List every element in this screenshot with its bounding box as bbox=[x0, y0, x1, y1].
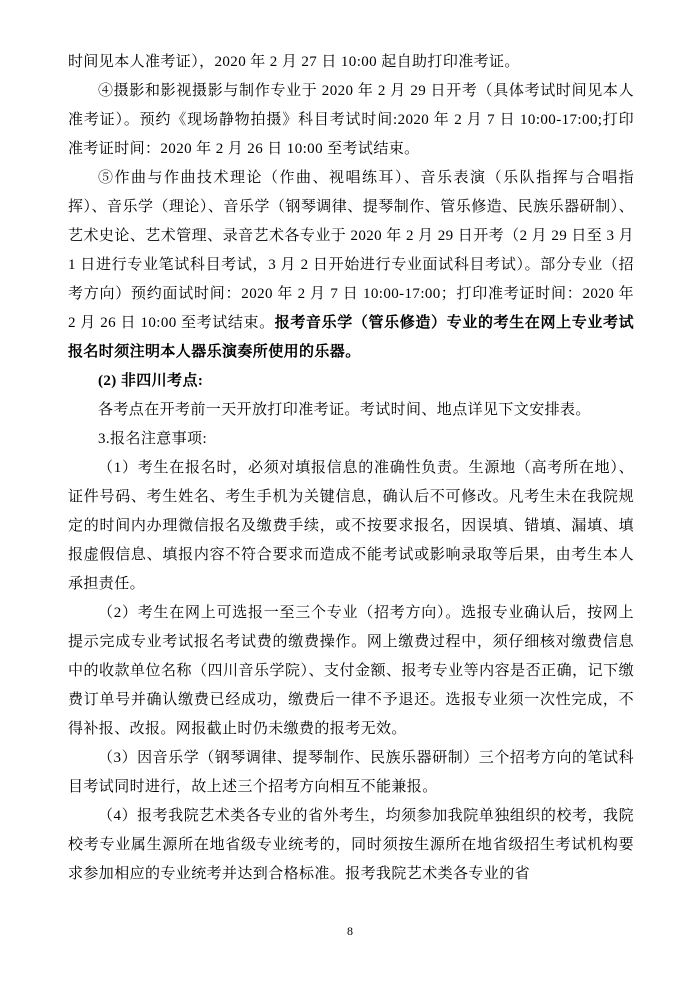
paragraph-note4-out-of-province bbox=[68, 802, 634, 889]
heading-text: (2) 非四川考点: bbox=[98, 373, 204, 389]
paragraph-note3-exclusive-majors bbox=[68, 744, 634, 802]
paragraph-text: （2）考生在网上可选报一至三个专业（招考方向）。选报专业确认后，按网上提示完成专业考试报名考试费的缴费操作。网上缴费过程中，须仔细核对缴费信息中的收款单位名称（四川音乐学院）、支付金额、报考专业等内容是否正确，记下缴费订单号并确认缴费已经成功，缴费后一律不予退还。选报专业须一次性完成，不得补报、改报。网报截止时仍未缴费的报考无效。 bbox=[68, 605, 634, 737]
paragraph-text: 时间见本人准考证），2020 年 2 月 27 日 10:00 起自助打印准考证。 bbox=[68, 54, 520, 70]
paragraph-text: （3）因音乐学（钢琴调律、提琴制作、民族乐器研制）三个招考方向的笔试科目考试同时进行，故上述三个招考方向相互不能兼报。 bbox=[68, 750, 634, 795]
paragraph-non-sichuan-body bbox=[68, 396, 634, 425]
page-number: 8 bbox=[347, 924, 353, 938]
document-body bbox=[68, 48, 634, 889]
heading-non-sichuan-sites bbox=[68, 367, 634, 396]
paragraph-item4-photography bbox=[68, 77, 634, 164]
paragraph-note2-payment bbox=[68, 599, 634, 744]
paragraph-continuation bbox=[68, 48, 634, 77]
paragraph-text: 各考点在开考前一天开放打印准考证。考试时间、地点详见下文安排表。 bbox=[98, 402, 591, 418]
paragraph-text: ④摄影和影视摄影与制作专业于 2020 年 2 月 29 日开考（具体考试时间见本人准考证）。预约《现场静物拍摄》科目考试时间:2020 年 2 月 7 日 10:00-17:00;打印准考证时间：2020 年 2 月 26 日 10:00 至考试结束。 bbox=[68, 83, 634, 157]
heading-registration-notes bbox=[68, 425, 634, 454]
paragraph-note1-accuracy bbox=[68, 454, 634, 599]
paragraph-text: ⑤作曲与作曲技术理论（作曲、视唱练耳）、音乐表演（乐队指挥与合唱指挥）、音乐学（理论）、音乐学（钢琴调律、提琴制作、管乐修造、民族乐器研制）、艺术史论、艺术管理、录音艺术各专业于 2020 年 2 月 29 日开考（2 月 29 日至 3 月 1 日进行专业笔试科目考试，3 月 2 日开始进行专业面试科目考试）。部分专业（招考方向）预约面试时间：2020 年 2 月 7 日 10:00-17:00；打印准考证时间：2020 年 2 月 26 日 10:00 至考试结束。 bbox=[68, 170, 634, 331]
paragraph-text: （4）报考我院艺术类各专业的省外考生，均须参加我院单独组织的校考，我院校考专业属生源所在地省级专业统考的，同时须按生源所在地省级招生考试机构要求参加相应的专业统考并达到合格标准。报考我院艺术类各专业的省 bbox=[68, 808, 634, 882]
heading-text: 3.报名注意事项: bbox=[98, 431, 208, 447]
paragraph-text-bold-note: 报考音乐学（管乐修造）专业的考生在网上专业考试报名时须注明本人器乐演奏所使用的乐器。 bbox=[68, 315, 634, 360]
paragraph-item5-composition bbox=[68, 164, 634, 367]
paragraph-text: （1）考生在报名时，必须对填报信息的准确性负责。生源地（高考所在地）、证件号码、考生姓名、考生手机为关键信息，确认后不可修改。凡考生未在我院规定的时间内办理微信报名及缴费手续，或不按要求报名，因误填、错填、漏填、填报虚假信息、填报内容不符合要求而造成不能考试或影响录取等后果，由考生本人承担责任。 bbox=[68, 460, 634, 592]
